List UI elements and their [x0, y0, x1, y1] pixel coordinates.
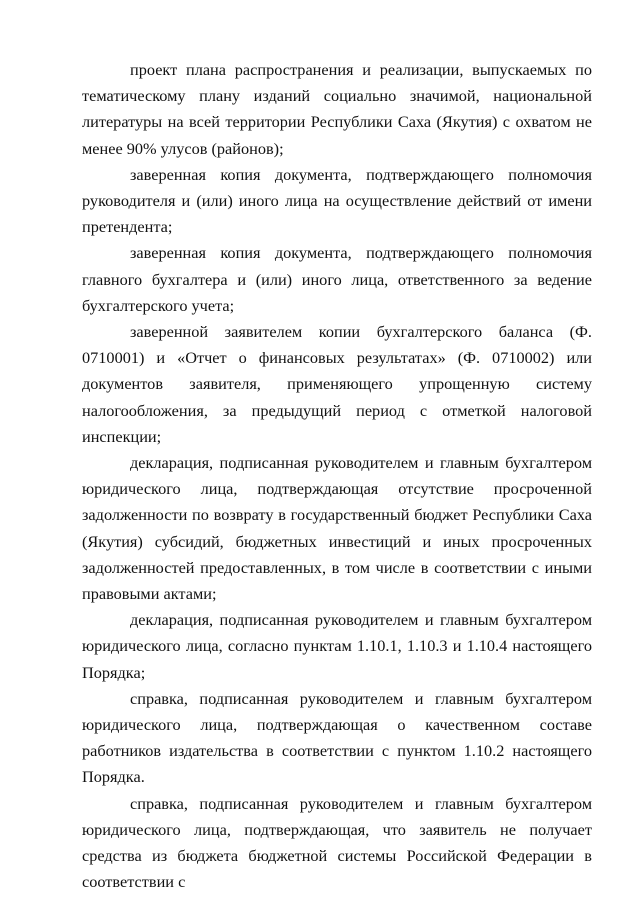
paragraph-no-funds-certificate: справка, подписанная руководителем и главным бухгалтером юридического лица, подтверждающая, что заявитель не получает средства из бюджета бюджетной системы Российской Федерации в соответствии с: [82, 793, 592, 892]
paragraph-compliance-declaration: декларация, подписанная руководителем и главным бухгалтером юридического лица, согласно пунктам 1.10.1, 1.10.3 и 1.10.4 настоящего Порядка;: [82, 610, 592, 682]
document-body: [82, 57, 592, 896]
paragraph-head-authority-copy: заверенная копия документа, подтверждающего полномочия руководителя и (или) иного лица на осуществление действий от имени претендента;: [82, 164, 592, 237]
paragraph-staff-certificate: справка, подписанная руководителем и главным бухгалтером юридического лица, подтверждающая о качественном составе работников издательства в соответствии с пунктом 1.10.2 настоящего Порядка.: [82, 688, 592, 787]
paragraph-accountant-authority-copy: заверенная копия документа, подтверждающего полномочия главного бухгалтера и (или) иного лица, ответственного за ведение бухгалтерского учета;: [82, 243, 592, 315]
paragraph-balance-sheet-copy: заверенной заявителем копии бухгалтерского баланса (Ф. 0710001) и «Отчет о финансовых результатах» (Ф. 0710002) или документов заявителя, применяющего упрощенную систему налогообложения, за предыдущий период с отметкой налоговой инспекции;: [82, 322, 592, 446]
paragraph-distribution-plan: проект плана распространения и реализации, выпускаемых по тематическому плану изданий социально значимой, национальной литературы на всей территории Республики Саха (Якутия) с охватом не менее 90% улусов (районов);: [82, 60, 592, 158]
paragraph-no-debt-declaration: декларация, подписанная руководителем и главным бухгалтером юридического лица, подтверждающая отсутствие просроченной задолженности по возврату в государственный бюджет Республики Саха (Якутия) субсидий, бюджетных инвестиций и иных просроченных задолженностей предоставленных, в том числе в соответствии с иными правовыми актами;: [82, 453, 592, 604]
